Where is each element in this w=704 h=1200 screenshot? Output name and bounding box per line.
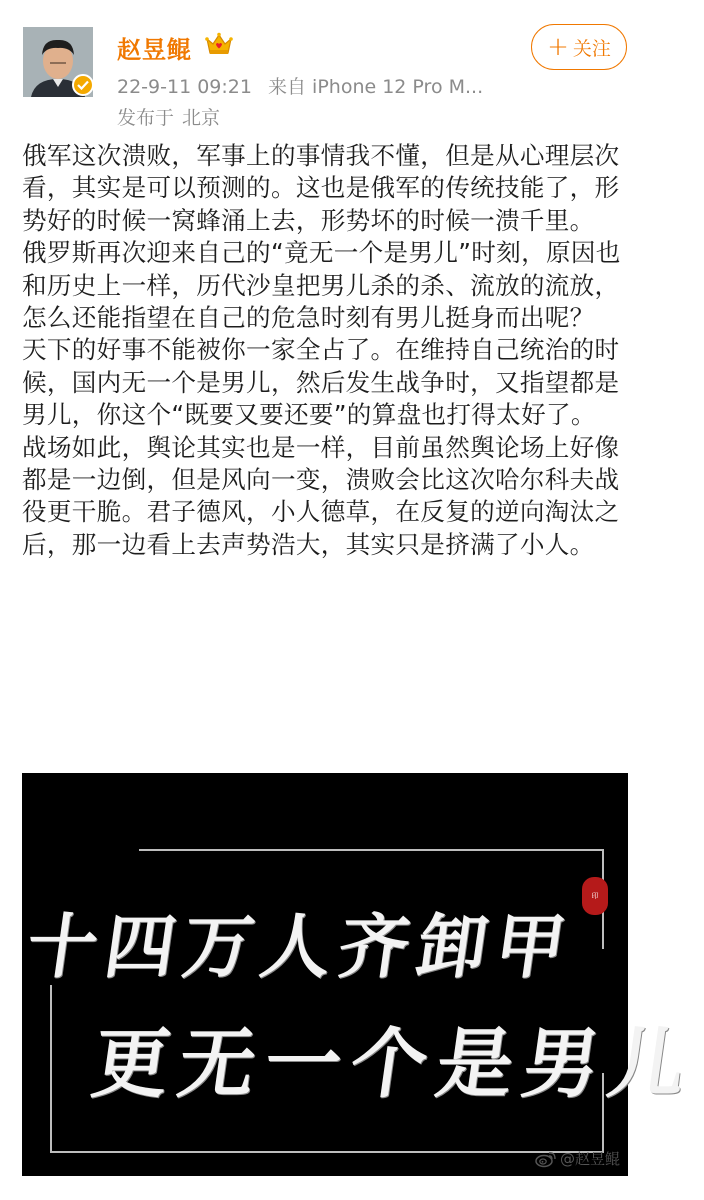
author-name[interactable]: 赵昱鲲 — [117, 36, 192, 64]
red-seal-stamp: 印 — [582, 877, 608, 915]
frame-left-line — [50, 985, 52, 1153]
verified-badge-icon — [72, 74, 94, 96]
follow-label: 关注 — [572, 37, 611, 60]
location-name: 北京 — [182, 107, 221, 129]
image-watermark — [535, 1148, 620, 1169]
calligraphy-line-1: 十四万人齐卸甲 — [21, 905, 580, 988]
post-timestamp: 22-9-11 09:21 — [117, 76, 252, 98]
frame-bottom-line — [50, 1151, 604, 1153]
post-meta — [117, 72, 517, 99]
post-header — [0, 0, 649, 140]
post-paragraph: 俄罗斯再次迎来自己的“竟无一个是男儿”时刻，原因也和历史上一样，历代沙皇把男儿杀的杀、流放的流放，怎么还能指望在自己的危急时刻有男儿挺身而出呢？ — [22, 238, 621, 333]
post-body — [22, 140, 632, 561]
post-paragraph: 俄军这次溃败，军事上的事情我不懂，但是从心理层次看，其实是可以预测的。这也是俄军的传统技能了，形势好的时候一窝蜂涌上去，形势坏的时候一溃千里。 — [22, 141, 620, 235]
post-paragraph: 天下的好事不能被你一家全占了。在维持自己统治的时候，国内无一个是男儿，然后发生战争时，又指望都是男儿，你这个“既要又要还要”的算盘也打得太好了。 — [22, 335, 620, 430]
calligraphy-line-2: 更无一个是男儿 — [86, 1019, 702, 1108]
post-location — [117, 103, 228, 130]
crown-badge-icon[interactable] — [204, 30, 234, 58]
post-image[interactable] — [21, 773, 702, 1176]
follow-button[interactable] — [531, 24, 627, 70]
location-prefix: 发布于 — [117, 107, 175, 129]
frame-top-line — [139, 849, 603, 851]
weibo-icon — [535, 1150, 557, 1168]
post-source: 来自 iPhone 12 Pro M... — [268, 76, 484, 98]
watermark-text: @赵昱鲲 — [560, 1150, 621, 1168]
post-paragraph: 战场如此，舆论其实也是一样，目前虽然舆论场上好像都是一边倒，但是风向一变，溃败会比这次哈尔科夫战役更干脆。君子德风，小人德草，在反复的逆向淘汰之后，那一边看上去声势浩大，其实只是挤满了小人。 — [22, 432, 620, 559]
plus-icon: + — [547, 32, 569, 62]
